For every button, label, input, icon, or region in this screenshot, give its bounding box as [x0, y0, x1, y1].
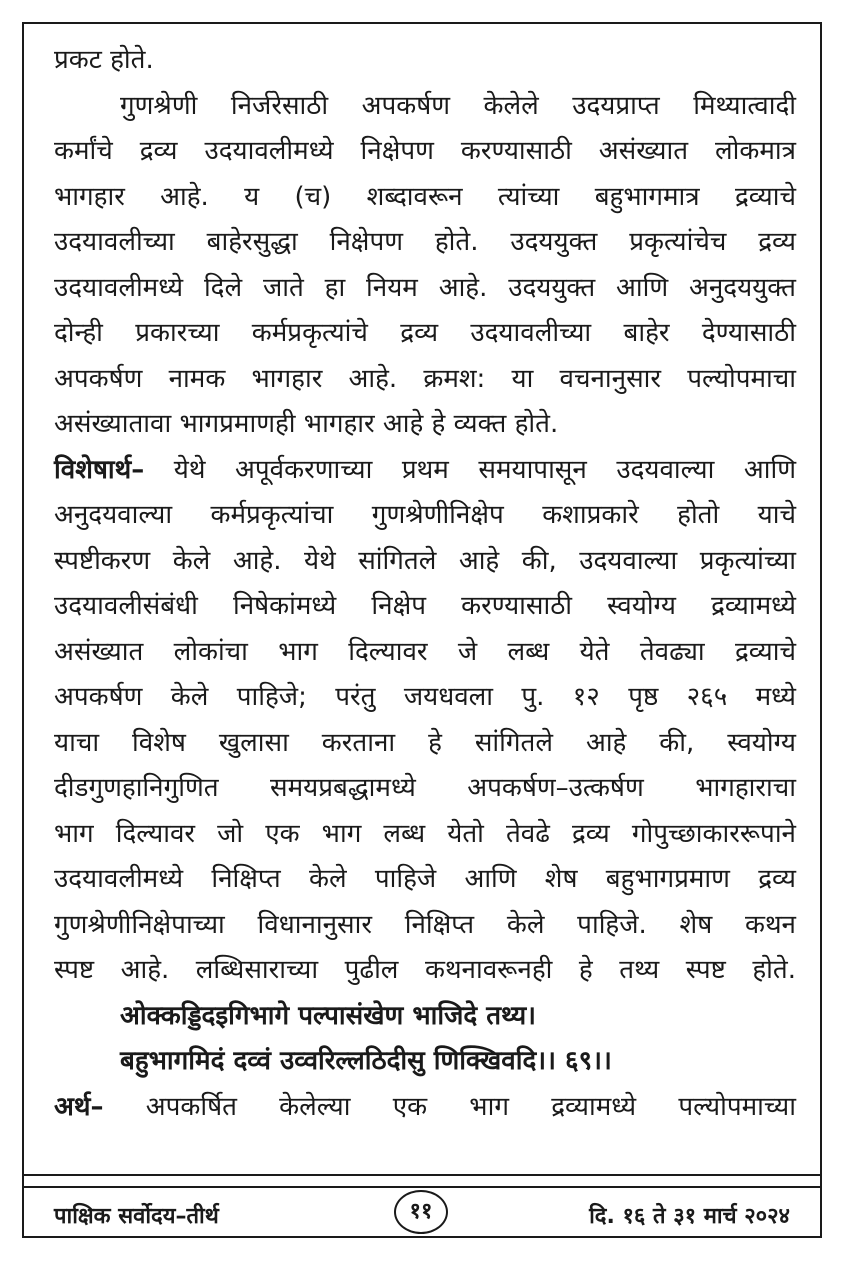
- text-line: स्पष्टीकरण केले आहे. येथे सांगितले आहे की, उदयवाल्या प्रकृत्यांच्या: [54, 545, 796, 576]
- text-line: अपकर्षण केले पाहिजे; परंतु जयधवला पु. १२ पृष्ठ २६५ मध्ये: [54, 682, 796, 712]
- footer-rule-bottom: [24, 1186, 820, 1188]
- vishesharth-label: विशेषार्थ–: [54, 454, 145, 485]
- text-line: अपकर्षण नामक भागहार आहे. क्रमश: या वचनानुसार पल्योपमाचा: [54, 363, 796, 394]
- text-line: असंख्यात लोकांचा भाग दिल्यावर जे लब्ध येते तेवढ्या द्रव्याचे: [54, 636, 796, 667]
- main-text: [54, 38, 796, 1130]
- text-line: दोन्ही प्रकारच्या कर्मप्रकृत्यांचे द्रव्य उदयावलीच्या बाहेर देण्यासाठी: [54, 318, 796, 348]
- text-line: अनुदयवाल्या कर्मप्रकृत्यांचा गुणश्रेणीनिक्षेप कशाप्रकारे होतो याचे: [54, 500, 796, 530]
- arth-label: अर्थ–: [54, 1091, 104, 1122]
- vishesharth-first-text: येथे अपूर्वकरणाच्या प्रथम समयापासून उदयवाल्या आणि: [144, 454, 796, 485]
- vishesharth-heading-line: [54, 448, 796, 494]
- issue-date: दि. १६ ते ३१ मार्च २०२४: [589, 1204, 790, 1229]
- text-line: भाग दिल्यावर जो एक भाग लब्ध येतो तेवढे द्रव्य गोपुच्छाकाररूपाने: [54, 818, 796, 849]
- verse-line: ओक्कड्डिदइगिभागे पल्पासंखेण भाजिदे तथ्य।: [120, 1000, 537, 1031]
- text-line: उदयावलीमध्ये निक्षिप्त केले पाहिजे आणि शेष बहुभागप्रमाण द्रव्य: [54, 864, 796, 894]
- text-line: दीडगुणहानिगुणित समयप्रबद्धामध्ये अपकर्षण–उत्कर्षण भागहाराचा: [54, 773, 796, 803]
- page-number: ११: [394, 1190, 448, 1234]
- text-line: प्रकट होते.: [54, 45, 154, 75]
- arth-text: अपकर्षित केलेल्या एक भाग द्रव्यामध्ये पल्योपमाच्या: [103, 1091, 796, 1122]
- footer-rule-top: [24, 1174, 820, 1176]
- text-line: असंख्यातावा भागप्रमाणही भागहार आहे हे व्यक्त होते.: [54, 409, 559, 439]
- arth-line: [54, 1085, 796, 1131]
- text-line: कर्मांचे द्रव्य उदयावलीमध्ये निक्षेपण करण्यासाठी असंख्यात लोकमात्र: [54, 136, 796, 166]
- text-line: स्पष्ट आहे. लब्धिसाराच्या पुढील कथनावरूनही हे तथ्य स्पष्ट होते.: [54, 955, 796, 985]
- page-footer: [24, 1190, 820, 1240]
- text-line: उदयावलीसंबंधी निषेकांमध्ये निक्षेप करण्यासाठी स्वयोग्य द्रव्यामध्ये: [54, 591, 796, 621]
- text-line: उदयावलीमध्ये दिले जाते हा नियम आहे. उदययुक्त आणि अनुदययुक्त: [54, 272, 796, 303]
- text-line: याचा विशेष खुलासा करताना हे सांगितले आहे की, स्वयोग्य: [54, 727, 796, 758]
- text-line: गुणश्रेणी निर्जरेसाठी अपकर्षण केलेले उदयप्राप्त मिथ्यात्वादी: [120, 90, 796, 121]
- text-line: भागहार आहे. य (च) शब्दावरून त्यांच्या बहुभागमात्र द्रव्याचे: [54, 181, 796, 212]
- verse-line: बहुभागमिदं दव्वं उव्वरिल्लठिदीसु णिक्खिवदि।। ६९।।: [120, 1046, 612, 1076]
- publication-name: पाक्षिक सर्वोदय–तीर्थ: [54, 1204, 219, 1229]
- page-frame: [22, 22, 822, 1238]
- text-line: गुणश्रेणीनिक्षेपाच्या विधानानुसार निक्षिप्त केले पाहिजे. शेष कथन: [54, 909, 796, 940]
- text-line: उदयावलीच्या बाहेरसुद्धा निक्षेपण होते. उदययुक्त प्रकृत्यांचेच द्रव्य: [54, 227, 796, 257]
